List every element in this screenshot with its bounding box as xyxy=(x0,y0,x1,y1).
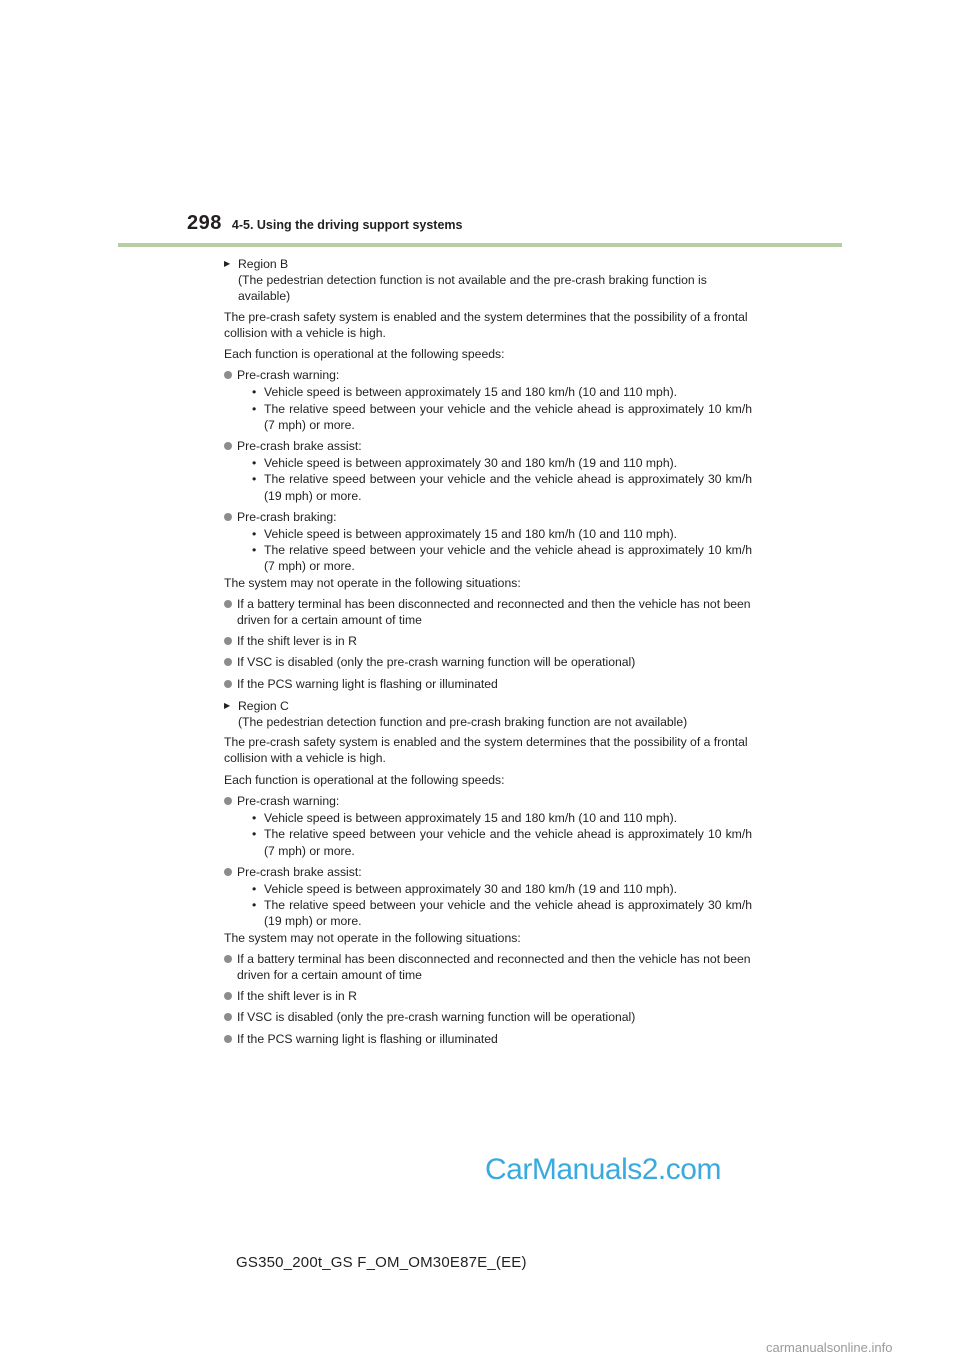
page-header xyxy=(187,212,462,235)
list-item-text: Vehicle speed is between approximately 15 and 180 km/h (10 and 110 mph). xyxy=(264,811,678,826)
circle-bullet-icon xyxy=(224,988,237,1004)
function-name: Pre-crash brake assist: xyxy=(237,864,362,879)
circle-bullet-icon xyxy=(224,596,237,628)
situation-text: If the PCS warning light is flashing or illuminated xyxy=(237,1031,498,1046)
situation-text: If a battery terminal has been disconnected and reconnected and then the vehicle has not been driven for a certain amount of time xyxy=(237,596,751,628)
list-item-text: Vehicle speed is between approximately 15 and 180 km/h (10 and 110 mph). xyxy=(264,385,678,400)
function-item xyxy=(224,864,752,880)
function-name: Pre-crash brake assist: xyxy=(237,439,362,454)
function-item xyxy=(224,367,752,383)
circle-bullet-icon xyxy=(224,633,237,649)
document-code: GS350_200t_GS F_OM_OM30E87E_(EE) xyxy=(236,1254,527,1271)
section-title: 4-5. Using the driving support systems xyxy=(231,218,463,232)
situation-text: If the shift lever is in R xyxy=(237,634,357,649)
list-item: • The relative speed between your vehicle and the vehicle ahead is approximately 30 km/h (19 mph) or more. xyxy=(252,898,752,929)
watermark-logo: CarManuals2.com xyxy=(485,1153,721,1186)
region-b-heading xyxy=(224,256,752,305)
situation-text: If the PCS warning light is flashing or illuminated xyxy=(237,676,498,691)
region-title: Region B xyxy=(238,257,289,271)
situation-text: If VSC is disabled (only the pre-crash warning function will be operational) xyxy=(237,655,636,670)
situation-text: If the shift lever is in R xyxy=(237,989,357,1004)
region-intro: The pre-crash safety system is enabled and the system determines that the possibility of a frontal collision with a vehicle is high. xyxy=(224,735,748,766)
list-item: • The relative speed between your vehicle and the vehicle ahead is approximately 10 km/h (7 mph) or more. xyxy=(252,401,752,432)
function-name: Pre-crash braking: xyxy=(237,509,337,524)
function-item xyxy=(224,509,752,525)
list-item: • The relative speed between your vehicle and the vehicle ahead is approximately 30 km/h (19 mph) or more. xyxy=(252,472,752,503)
circle-bullet-icon xyxy=(224,951,237,983)
region-intro: The pre-crash safety system is enabled and the system determines that the possibility of a frontal collision with a vehicle is high. xyxy=(224,309,748,340)
main-content xyxy=(224,256,752,1048)
list-item: • Vehicle speed is between approximately 15 and 180 km/h (10 and 110 mph). xyxy=(252,384,752,400)
circle-bullet-icon xyxy=(224,438,237,454)
situation-item xyxy=(224,1031,752,1047)
list-item: • Vehicle speed is between approximately 15 and 180 km/h (10 and 110 mph). xyxy=(252,526,752,542)
circle-bullet-icon xyxy=(224,1009,237,1025)
triangle-bullet-icon: ▶ xyxy=(224,700,231,710)
speeds-intro: Each function is operational at the following speeds: xyxy=(224,347,505,362)
list-item: • Vehicle speed is between approximately 15 and 180 km/h (10 and 110 mph). xyxy=(252,810,752,826)
circle-bullet-icon xyxy=(224,509,237,525)
not-operate-intro: The system may not operate in the following situations: xyxy=(224,575,521,590)
circle-bullet-icon xyxy=(224,1031,237,1047)
list-item-text: The relative speed between your vehicle and the vehicle ahead is approximately 10 km/h (7 mph) or more. xyxy=(264,401,752,432)
list-item: • The relative speed between your vehicle and the vehicle ahead is approximately 10 km/h (7 mph) or more. xyxy=(252,543,752,574)
list-item-text: The relative speed between your vehicle and the vehicle ahead is approximately 10 km/h (7 mph) or more. xyxy=(264,827,752,858)
list-item-text: Vehicle speed is between approximately 30 and 180 km/h (19 and 110 mph). xyxy=(264,456,678,471)
function-name: Pre-crash warning: xyxy=(237,368,340,383)
circle-bullet-icon xyxy=(224,676,237,692)
function-item xyxy=(224,438,752,454)
situation-item xyxy=(224,988,752,1004)
region-title: Region C xyxy=(238,698,289,713)
list-item-text: The relative speed between your vehicle and the vehicle ahead is approximately 30 km/h (19 mph) or more. xyxy=(264,898,752,929)
situation-text: If a battery terminal has been disconnected and reconnected and then the vehicle has not been driven for a certain amount of time xyxy=(237,951,751,982)
list-item-text: The relative speed between your vehicle and the vehicle ahead is approximately 10 km/h (7 mph) or more. xyxy=(264,543,752,574)
region-subtitle: (The pedestrian detection function is not available and the pre-crash braking function is available) xyxy=(238,273,707,304)
list-item-text: Vehicle speed is between approximately 30 and 180 km/h (19 and 110 mph). xyxy=(264,881,678,896)
circle-bullet-icon xyxy=(224,654,237,670)
situation-item xyxy=(224,633,752,649)
situation-item xyxy=(224,654,752,670)
situation-item xyxy=(224,596,752,628)
function-item xyxy=(224,793,752,809)
triangle-bullet-icon: ▶ xyxy=(224,259,231,268)
region-c-heading xyxy=(224,698,752,730)
watermark-url: carmanualsonline.info xyxy=(766,1340,893,1355)
situation-item xyxy=(224,1009,752,1025)
page-number: 298 xyxy=(187,212,222,234)
region-subtitle: (The pedestrian detection function and pre-crash braking function are not available) xyxy=(238,715,688,730)
circle-bullet-icon xyxy=(224,864,237,880)
situation-item xyxy=(224,676,752,692)
circle-bullet-icon xyxy=(224,793,237,809)
list-item: • Vehicle speed is between approximately 30 and 180 km/h (19 and 110 mph). xyxy=(252,455,752,471)
situation-text: If VSC is disabled (only the pre-crash warning function will be operational) xyxy=(237,1010,636,1025)
list-item: • Vehicle speed is between approximately 30 and 180 km/h (19 and 110 mph). xyxy=(252,881,752,897)
list-item-text: Vehicle speed is between approximately 15 and 180 km/h (10 and 110 mph). xyxy=(264,527,678,542)
function-name: Pre-crash warning: xyxy=(237,793,340,808)
not-operate-intro: The system may not operate in the following situations: xyxy=(224,930,521,945)
list-item: • The relative speed between your vehicle and the vehicle ahead is approximately 10 km/h (7 mph) or more. xyxy=(252,827,752,858)
situation-item xyxy=(224,951,752,983)
list-item-text: The relative speed between your vehicle and the vehicle ahead is approximately 30 km/h (19 mph) or more. xyxy=(264,472,752,503)
circle-bullet-icon xyxy=(224,367,237,383)
header-rule xyxy=(118,243,842,247)
speeds-intro: Each function is operational at the following speeds: xyxy=(224,772,505,787)
